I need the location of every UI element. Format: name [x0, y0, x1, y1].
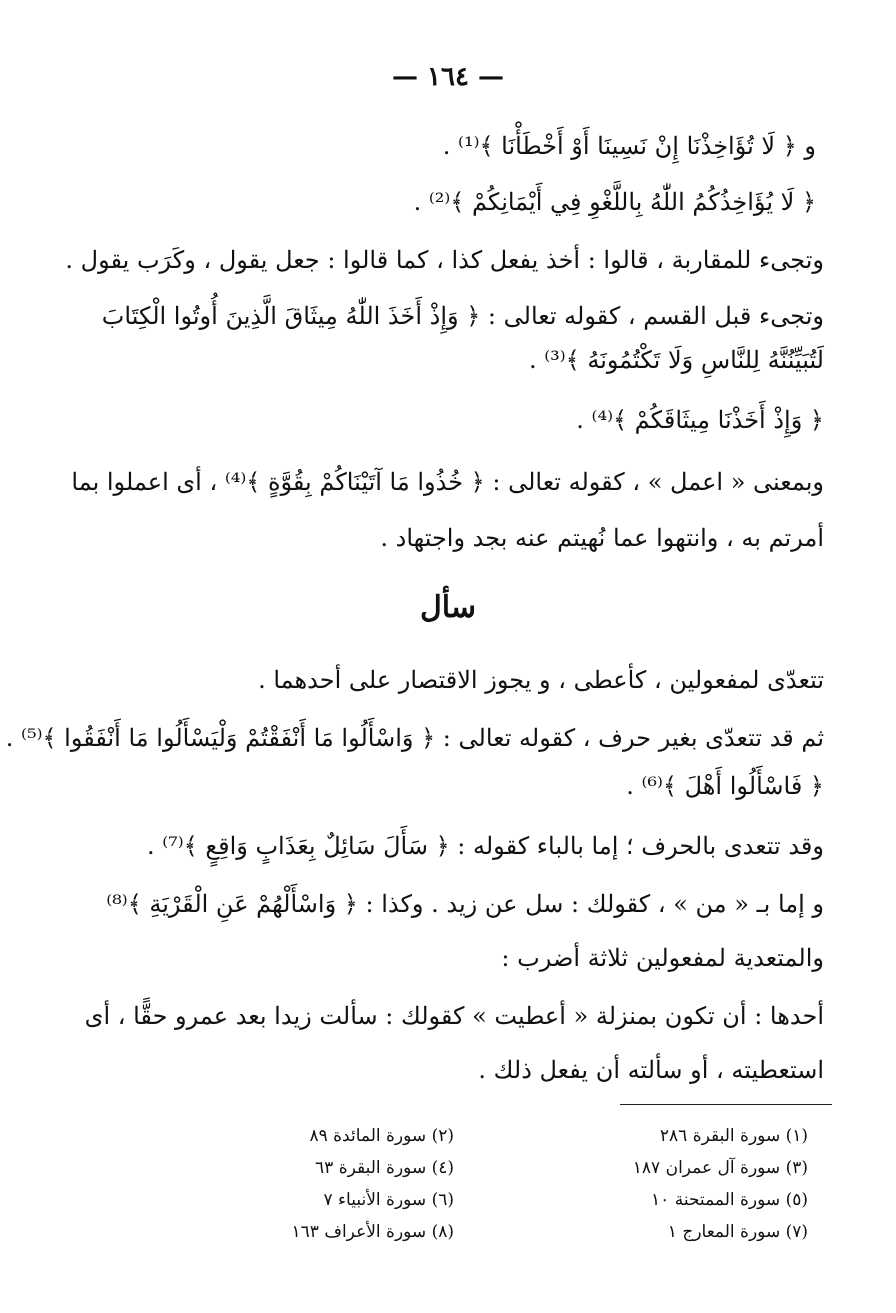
text-line: والمتعدية لمفعولين ثلاثة أضرب : [501, 944, 824, 972]
text-line: وتجىء قبل القسم ، كقوله تعالى : ﴿ وَإِذْ أَخَذَ اللّٰهُ مِيثَاقَ الَّذِينَ أُوتُوا الْكِتَابَ [101, 302, 824, 330]
text-line: وتجىء للمقاربة ، قالوا : أخذ يفعل كذا ، كما قالوا : جعل يقول ، وكَرَب يقول . [65, 246, 824, 274]
footnote: (١) سورة البقرة ٢٨٦ [659, 1126, 808, 1146]
footnote: (٤) سورة البقرة ٦٣ [315, 1158, 454, 1178]
text-line: أحدها : أن تكون بمنزلة « أعطيت » كقولك : سألت زيدا بعد عمرو حقًّا ، أى [84, 1002, 824, 1030]
text-line: ﴿ لَا يُؤَاخِذُكُمُ اللّٰهُ بِاللَّغْوِ فِي أَيْمَانِكُمْ ﴾⁽²⁾ . [413, 188, 816, 216]
text-line: ثم قد تتعدّى بغير حرف ، كقوله تعالى : ﴿ وَاسْأَلُوا مَا أَنْفَقْتُمْ وَلْيَسْأَلُوا مَا أَنْفَقُوا ﴾⁽⁵⁾ . [5, 724, 824, 752]
text-line: تتعدّى لمفعولين ، كأعطى ، و يجوز الاقتصار على أحدهما . [258, 666, 824, 694]
text-line: ﴿ فَاسْأَلُوا أَهْلَ ﴾⁽⁶⁾ . [626, 772, 824, 800]
footnote: (٥) سورة الممتحنة ١٠ [651, 1190, 808, 1210]
text-line: و ﴿ لَا تُؤَاخِذْنَا إِنْ نَسِينَا أَوْ أَخْطَأْنَا ﴾⁽¹⁾ . [442, 132, 816, 160]
text-line: أمرتم به ، وانتهوا عما نُهيتم عنه بجد واجتهاد . [380, 524, 824, 552]
footnote: (٢) سورة المائدة ٨٩ [309, 1126, 454, 1146]
page-number: — ١٦٤ — [391, 62, 505, 92]
text-line: وبمعنى « اعمل » ، كقوله تعالى : ﴿ خُذُوا مَا آتَيْنَاكُمْ بِقُوَّةٍ ﴾⁽⁴⁾ ، أى اعملوا بما [71, 468, 824, 496]
text-line: و إما بـ « من » ، كقولك : سل عن زيد . وكذا : ﴿ وَاسْأَلْهُمْ عَنِ الْقَرْيَةِ ﴾⁽⁸⁾ [106, 890, 824, 918]
text-line: وقد تتعدى بالحرف ؛ إما بالباء كقوله : ﴿ سَأَلَ سَائِلٌ بِعَذَابٍ وَاقِعٍ ﴾⁽⁷⁾ . [146, 832, 824, 860]
text-line: استعطيته ، أو سألته أن يفعل ذلك . [478, 1056, 824, 1084]
footnote: (٧) سورة المعارج ١ [667, 1222, 808, 1242]
text-line: لَتُبَيِّنُنَّهُ لِلنَّاسِ وَلَا تَكْتُمُونَهُ ﴾⁽³⁾ . [528, 346, 824, 374]
footnote-divider [620, 1104, 832, 1105]
footnote: (٣) سورة آل عمران ١٨٧ [632, 1158, 808, 1178]
footnote: (٨) سورة الأعراف ١٦٣ [291, 1222, 454, 1242]
text-line: ﴿ وَإِذْ أَخَذْنَا مِيثَاقَكُمْ ﴾⁽⁴⁾ . [576, 406, 824, 434]
footnote: (٦) سورة الأنبياء ٧ [323, 1190, 454, 1210]
section-heading: سأل [419, 590, 477, 625]
